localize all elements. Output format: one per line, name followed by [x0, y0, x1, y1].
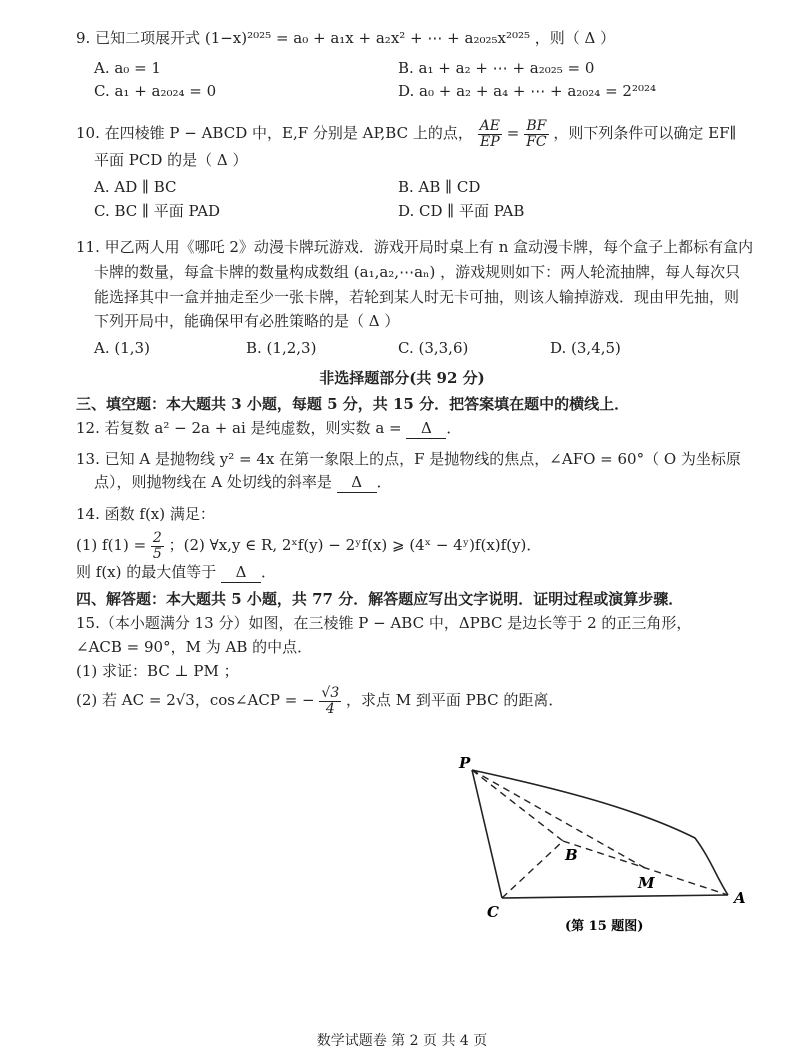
- q14-cond2: ；(2) ∀x,y ∈ R, 2ˣf(y) − 2ʸf(x) ⩾ (4ˣ − 4ʸ)f(x)f(y)．: [168, 536, 542, 554]
- q14-cond1: (1) f(1) =: [76, 536, 151, 554]
- q14-line2: [76, 530, 541, 562]
- q11-line4: 下列开局中，能确保甲有必胜策略的是（ Δ ）: [94, 312, 400, 330]
- q15-part2: [76, 684, 563, 717]
- q10-stem-post: ，则下列条件可以确定 EF∥: [553, 124, 737, 142]
- edge-pc: [472, 770, 502, 898]
- label-p: P: [459, 754, 471, 772]
- q10-frac2-num: BF: [524, 119, 548, 135]
- q15-part2-post: ，求点 M 到平面 PBC 的距离．: [346, 691, 564, 709]
- figure-caption: (第 15 题图): [565, 919, 644, 934]
- q10-option-b: B. AB ∥ CD: [398, 178, 481, 196]
- q15-part1: (1) 求证：BC ⊥ PM ；: [76, 662, 239, 680]
- q10-frac1-den: EP: [479, 133, 500, 150]
- q14-frac-num: 2: [152, 529, 162, 546]
- q14-line1: 14. 函数 f(x) 满足：: [76, 505, 215, 523]
- q14-answer-blank: Δ: [221, 562, 261, 583]
- q14-line3: [76, 562, 276, 583]
- segment-pm: [472, 770, 645, 868]
- q10-frac1-num: AE: [479, 117, 500, 134]
- q9-option-b: B. a₁ + a₂ + ⋯ + a₂₀₂₅ = 0: [398, 59, 595, 77]
- tetrahedron-figure: [455, 748, 755, 938]
- q11-line1: 11. 甲乙两人用《哪吒 2》动漫卡牌玩游戏．游戏开局时桌上有 n 盒动漫卡牌，每个盒子上都标有盒内: [76, 238, 754, 256]
- q14-end: ．: [261, 563, 277, 581]
- edge-ca: [502, 895, 728, 898]
- q14-text: 则 f(x) 的最大值等于: [76, 563, 222, 581]
- edge-pa: [472, 770, 728, 895]
- q15-frac-num: √3: [321, 684, 340, 701]
- label-m: M: [638, 874, 655, 892]
- q10-stem-pre: 10. 在四棱锥 P − ABCD 中，E,F 分别是 AP,BC 上的点，: [76, 124, 473, 142]
- q14-fraction: [151, 531, 164, 562]
- label-c: C: [487, 903, 499, 921]
- q10-stem-line2: 平面 PCD 的是（ Δ ）: [94, 151, 248, 169]
- q11-line3: 能选择其中一盒并抽走至少一张卡牌，若轮到某人时无卡可抽，则该人输掉游戏．现由甲先抽，则: [94, 288, 740, 306]
- edge-cb: [502, 841, 563, 898]
- q11-option-b: B. (1,2,3): [246, 339, 317, 357]
- label-b: B: [565, 846, 578, 864]
- label-a: A: [734, 889, 746, 907]
- q13-text: 点），则抛物线在 A 处切线的斜率是: [94, 473, 337, 491]
- page-footer: 数学试题卷 第 2 页 共 4 页: [316, 1033, 488, 1049]
- q13-line2: [94, 472, 392, 493]
- section3-heading: 三、填空题：本大题共 3 小题，每题 5 分，共 15 分．把答案填在题中的横线上．: [76, 395, 630, 413]
- q13-answer-blank: Δ: [337, 472, 377, 493]
- q12-text: 12. 若复数 a² − 2a + ai 是纯虚数，则实数 a =: [76, 419, 407, 437]
- part2-title: 非选择题部分(共 92 分): [319, 369, 485, 387]
- q11-option-d: D. (3,4,5): [550, 339, 621, 357]
- q10-stem: [76, 118, 736, 150]
- q15-line1: 15.（本小题满分 13 分）如图，在三棱锥 P − ABC 中，ΔPBC 是边长等于 2 的正三角形，: [76, 614, 692, 632]
- q13-line1: 13. 已知 A 是抛物线 y² = 4x 在第一象限上的点，F 是抛物线的焦点，∠AFO = 60°（ O 为坐标原: [76, 450, 741, 468]
- q9-option-a: A. a₀ = 1: [94, 59, 161, 77]
- q15-part2-pre: (2) 若 AC = 2√3，cos∠ACP = −: [76, 691, 315, 709]
- q9-stem: 9. 已知二项展开式 (1−x)²⁰²⁵ = a₀ + a₁x + a₂x² + ⋯ + a₂₀₂₅x²⁰²⁵ ，则（ Δ ）: [76, 29, 616, 47]
- section4-heading: 四、解答题：本大题共 5 小题，共 77 分．解答题应写出文字说明．证明过程或演算步骤．: [76, 590, 684, 608]
- q10-fraction-bf-fc: [524, 119, 548, 150]
- q11-option-c: C. (3,3,6): [398, 339, 469, 357]
- q12-end: ．: [446, 419, 462, 437]
- q15-frac-den: 4: [325, 700, 335, 717]
- q10-option-a: A. AD ∥ BC: [94, 178, 177, 196]
- q11-line2: 卡牌的数量，每盒卡牌的数量构成数组 (a₁,a₂,⋯aₙ) ，游戏规则如下：两人轮流抽牌，每人每次只: [94, 263, 741, 281]
- q12: [76, 418, 461, 439]
- q14-frac-den: 5: [152, 545, 162, 562]
- q9-option-c: C. a₁ + a₂₀₂₄ = 0: [94, 82, 217, 100]
- q10-option-c: C. BC ∥ 平面 PAD: [94, 202, 221, 220]
- q11-option-a: A. (1,3): [94, 339, 150, 357]
- q13-end: ．: [376, 473, 392, 491]
- q9-option-d: D. a₀ + a₂ + a₄ + ⋯ + a₂₀₂₄ = 2²⁰²⁴: [398, 82, 657, 100]
- q10-frac2-den: FC: [526, 133, 547, 150]
- q15-fraction: [319, 686, 341, 717]
- q10-equals: =: [506, 124, 520, 142]
- q15-line2: ∠ACB = 90°，M 为 AB 的中点．: [76, 638, 313, 656]
- q10-fraction-ae-ep: [478, 119, 502, 150]
- q12-answer-blank: Δ: [406, 418, 446, 439]
- q10-option-d: D. CD ∥ 平面 PAB: [398, 202, 525, 220]
